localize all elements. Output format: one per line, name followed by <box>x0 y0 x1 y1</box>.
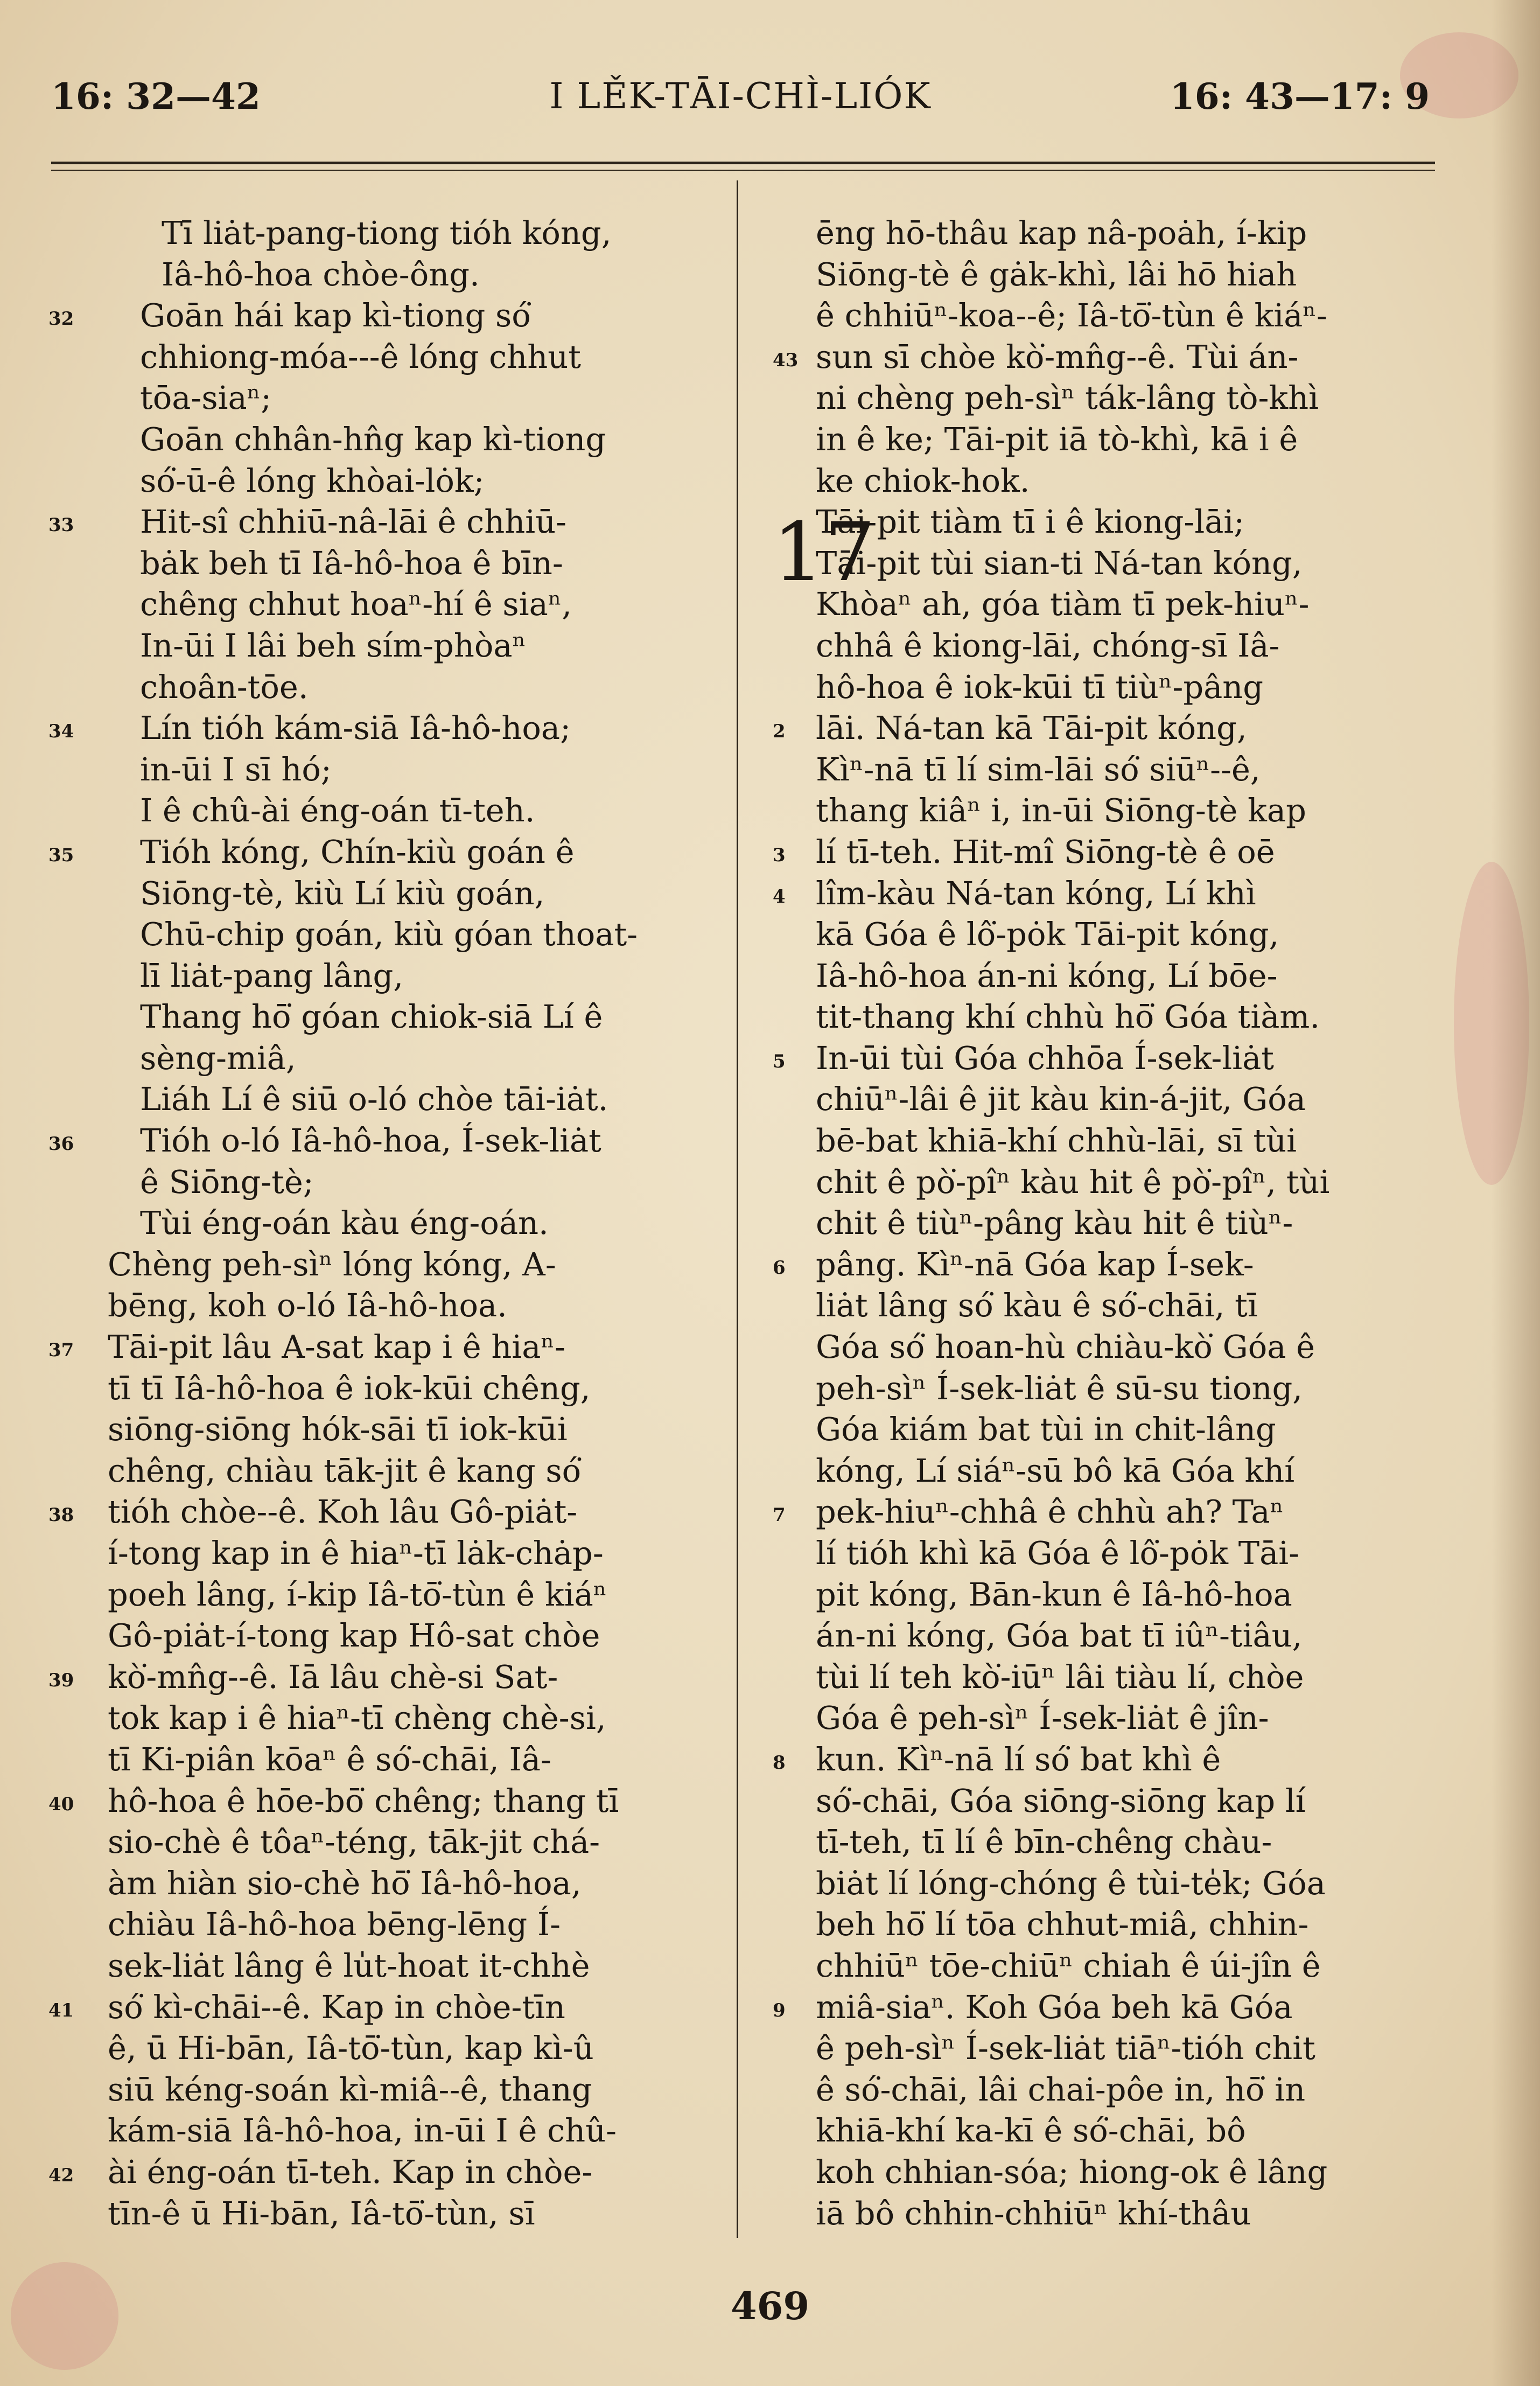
text-line <box>48 295 722 337</box>
text-line <box>816 1409 1424 1450</box>
text-line <box>773 1987 1424 2028</box>
text-line <box>48 1491 722 1533</box>
line-text: ēng hō-thâu kap nâ-poȧh, í-kip <box>816 214 1307 252</box>
text-line <box>773 832 1424 873</box>
line-text: Khòaⁿ ah, góa tiàm tī pek-hiuⁿ- <box>816 585 1310 623</box>
line-text: tī-teh, tī lí ê bīn-chêng chàu- <box>816 1823 1272 1861</box>
verse-number: 42 <box>48 2164 74 2186</box>
header-rule-thick <box>51 162 1435 164</box>
line-text: bēng, koh o-ló Iâ-hô-hoa. <box>108 1287 507 1324</box>
text-line <box>816 2028 1424 2069</box>
line-text: sèng-miâ, <box>140 1039 296 1077</box>
line-text: Goān chhân-hn̂g kap kì-tiong <box>140 420 606 458</box>
text-line <box>108 1203 722 1244</box>
line-text: kóng, Lí siáⁿ-sū bô kā Góa khí <box>816 1452 1295 1489</box>
text-line <box>816 1822 1424 1863</box>
text-line <box>816 2193 1424 2235</box>
line-text: Tùi éng-oán kàu éng-oán. <box>140 1204 549 1242</box>
line-text: só͘-chāi, Góa siōng-siōng kap lí <box>816 1782 1306 1819</box>
line-text: pâng. Kìⁿ-nā Góa kap Í-sek- <box>816 1245 1254 1283</box>
line-text: lîm-kàu Ná-tan kóng, Lí khì <box>816 874 1256 912</box>
line-text: bȧk beh tī Iâ-hô-hoa ê bīn- <box>140 544 563 582</box>
text-line <box>108 1904 722 1945</box>
text-line <box>816 914 1424 955</box>
line-text: chhiong-móa---ê lóng chhut <box>140 338 581 375</box>
line-text: hô-hoa ê iok-kūi tī tiùⁿ-pâng <box>816 668 1264 706</box>
text-line <box>108 1285 722 1327</box>
line-text: bē-bat khiā-khí chhù-lāi, sī tùi <box>816 1122 1297 1160</box>
text-line <box>816 1615 1424 1657</box>
text-line <box>48 1657 722 1698</box>
verse-number: 38 <box>48 1504 74 1526</box>
line-text: ê Siōng-tè; <box>140 1163 314 1201</box>
text-line <box>48 832 722 873</box>
text-line <box>108 1368 722 1410</box>
text-line <box>108 1450 722 1492</box>
text-line <box>108 1533 722 1574</box>
text-line <box>108 213 722 254</box>
text-line <box>108 461 722 502</box>
line-text: pit kóng, Bān-kun ê Iâ-hô-hoa <box>816 1575 1292 1613</box>
line-text: Chèng peh-sìⁿ lóng kóng, A- <box>108 1245 556 1283</box>
text-line <box>108 914 722 955</box>
line-text: Góa kiám bat tùi in chit-lâng <box>816 1411 1276 1448</box>
text-line <box>108 2069 722 2111</box>
line-text: ê, ū Hi-bān, Iâ-tō͘-tùn, kap kì-û <box>108 2029 594 2067</box>
text-line <box>816 254 1424 296</box>
line-text: Kìⁿ-nā tī lí sim-lāi só͘ siūⁿ--ê, <box>816 750 1261 788</box>
text-line <box>816 1368 1424 1410</box>
line-text: sun sī chòe kò͘-mn̂g--ê. Tùi án- <box>816 338 1299 375</box>
line-text: peh-sìⁿ Í-sek-liȧt ê sū-su tiong, <box>816 1369 1303 1407</box>
text-line <box>816 996 1424 1038</box>
line-text: tok kap i ê hiaⁿ-tī chèng chè-si, <box>108 1699 606 1737</box>
verse-number: 8 <box>773 1752 786 1774</box>
line-text: ê peh-sìⁿ Í-sek-liȧt tiāⁿ-tióh chit <box>816 2029 1315 2067</box>
text-line <box>108 996 722 1038</box>
line-text: Góa ê peh-sìⁿ Í-sek-liȧt ê jîn- <box>816 1699 1269 1737</box>
line-text: chêng chhut hoaⁿ-hí ê siaⁿ, <box>140 585 572 623</box>
text-line <box>773 708 1424 749</box>
text-line <box>816 1120 1424 1162</box>
line-text: chhâ ê kiong-lāi, chóng-sī Iâ- <box>816 626 1280 664</box>
text-line <box>816 625 1424 667</box>
text-line <box>816 2110 1424 2152</box>
text-line <box>773 1244 1424 1286</box>
verse-number: 41 <box>48 1999 74 2021</box>
verse-number: 4 <box>773 885 786 908</box>
line-text: in-ūi I sī hó; <box>140 750 332 788</box>
verse-number: 6 <box>773 1257 786 1279</box>
text-line <box>108 1945 722 1987</box>
line-text: kun. Kìⁿ-nā lí só͘ bat khì ê <box>816 1740 1221 1778</box>
line-text: iā bô chhin-chhiūⁿ khí-thâu <box>816 2194 1251 2232</box>
line-text: Góa só͘ hoan-hù chiàu-kò͘ Góa ê <box>816 1328 1315 1366</box>
text-line <box>816 1533 1424 1574</box>
line-text: liȧt lâng só͘ kàu ê só͘-chāi, tī <box>816 1287 1258 1324</box>
text-line <box>816 1327 1424 1368</box>
text-line <box>48 1327 722 1368</box>
line-text: miâ-siaⁿ. Koh Góa beh kā Góa <box>816 1988 1293 2026</box>
text-line <box>108 1863 722 1904</box>
line-text: tī Ki-piân kōaⁿ ê só͘-chāi, Iâ- <box>108 1740 551 1778</box>
text-line <box>108 254 722 296</box>
line-text: siōng-siōng hók-sāi tī iok-kūi <box>108 1411 568 1448</box>
verse-number: 5 <box>773 1050 786 1072</box>
line-text: kò͘-mn̂g--ê. Iā lâu chè-si Sat- <box>108 1658 558 1696</box>
text-line <box>48 1987 722 2028</box>
text-line <box>816 1079 1424 1120</box>
text-line <box>816 1863 1424 1904</box>
line-text: Lín tióh kám-siā Iâ-hô-hoa; <box>140 709 571 747</box>
text-line <box>816 378 1424 419</box>
line-text: beh hō͘ lí tōa chhut-miâ, chhin- <box>816 1906 1309 1943</box>
line-text: àm hiàn sio-chè hō͘ Iâ-hô-hoa, <box>108 1864 582 1902</box>
line-text: só͘-ū-ê lóng khòai-lȯk; <box>140 462 485 499</box>
line-text: In-ūi tùi Góa chhōa Í-sek-liȧt <box>816 1039 1274 1077</box>
line-text: tit-thang khí chhù hō͘ Góa tiàm. <box>816 998 1320 1036</box>
text-line <box>816 1698 1424 1739</box>
line-text: Liáh Lí ê siū o-ló chòe tāi-iȧt. <box>140 1080 608 1118</box>
text-line <box>816 1285 1424 1327</box>
verse-number: 39 <box>48 1669 74 1691</box>
verse-number: 32 <box>48 308 74 330</box>
verse-number: 7 <box>773 1504 786 1526</box>
text-line <box>816 1162 1424 1203</box>
text-line <box>773 337 1424 378</box>
text-line <box>108 1409 722 1450</box>
verse-number: 43 <box>773 349 799 371</box>
text-line <box>816 667 1424 708</box>
text-line <box>816 1203 1424 1244</box>
verse-number: 33 <box>48 514 74 536</box>
text-line <box>108 2110 722 2152</box>
text-line <box>108 2193 722 2235</box>
line-text: tīn-ê ū Hi-bān, Iâ-tō͘-tùn, sī <box>108 2194 535 2232</box>
text-line <box>108 584 722 625</box>
header-rule-thin <box>51 170 1435 171</box>
line-text: lí tióh khì kā Góa ê lô͘-pȯk Tāi- <box>816 1534 1300 1572</box>
text-line <box>108 749 722 791</box>
text-line <box>816 790 1424 832</box>
line-text: chit ê pò͘-pîⁿ kàu hit ê pò͘-pîⁿ, tùi <box>816 1163 1330 1201</box>
text-line <box>773 873 1424 915</box>
line-text: Hit-sî chhiū-nâ-lāi ê chhiū- <box>140 503 567 541</box>
line-text: Siōng-tè ê gȧk-khì, lâi hō hiah <box>816 255 1297 293</box>
text-line <box>108 1615 722 1657</box>
right-text-column <box>773 213 1424 2238</box>
text-line <box>816 1781 1424 1822</box>
text-line <box>108 1244 722 1286</box>
verse-number: 3 <box>773 844 786 866</box>
text-line <box>108 625 722 667</box>
line-text: kám-siā Iâ-hô-hoa, in-ūi I ê chû- <box>108 2112 617 2150</box>
line-text: Goān hái kap kì-tiong só͘ <box>140 297 531 334</box>
text-line <box>48 708 722 749</box>
line-text: Tāi-pit tùi sian-ti Ná-tan kóng, <box>816 544 1303 582</box>
text-line <box>816 295 1424 337</box>
line-text: Iâ-hô-hoa án-ni kóng, Lí bōe- <box>816 957 1278 994</box>
line-text: hô-hoa ê hōe-bō͘ chêng; thang tī <box>108 1782 619 1819</box>
line-text: chiūⁿ-lâi ê jit kàu kin-á-jit, Góa <box>816 1080 1306 1118</box>
text-line <box>816 2152 1424 2193</box>
text-line <box>108 337 722 378</box>
page-number: 469 <box>730 2284 810 2328</box>
line-text: Tāi-pit tiàm tī i ê kiong-lāi; <box>816 503 1245 541</box>
line-text: lāi. Ná-tan kā Tāi-pit kóng, <box>816 709 1247 747</box>
line-text: Gô-piȧt-í-tong kap Hô-sat chòe <box>108 1617 600 1655</box>
line-text: sio-chè ê tôaⁿ-téng, tāk-jit chá- <box>108 1823 600 1861</box>
line-text: Chū-chip goán, kiù góan thoat- <box>140 916 638 953</box>
column-divider <box>737 180 738 2238</box>
text-line <box>816 213 1424 254</box>
verse-number: 36 <box>48 1133 74 1155</box>
text-line <box>108 2028 722 2069</box>
verse-number: 2 <box>773 721 786 743</box>
line-text: Tī liȧt-pang-tiong tióh kóng, <box>162 214 612 252</box>
line-text: lī liȧt-pang lâng, <box>140 957 404 994</box>
line-text: tùi lí teh kò͘-iūⁿ lâi tiàu lí, chòe <box>816 1658 1304 1696</box>
text-line <box>773 1491 1424 1533</box>
line-text: chêng, chiàu tāk-jit ê kang só͘ <box>108 1452 582 1489</box>
text-line <box>816 543 1424 584</box>
line-text: án-ni kóng, Góa bat tī iûⁿ-tiâu, <box>816 1617 1303 1655</box>
text-line <box>48 501 722 543</box>
verse-number: 40 <box>48 1793 74 1815</box>
text-line <box>108 543 722 584</box>
verse-number: 37 <box>48 1339 74 1362</box>
line-text: kā Góa ê lô͘-pȯk Tāi-pit kóng, <box>816 916 1279 953</box>
text-line <box>816 1574 1424 1616</box>
line-text: Tióh kóng, Chín-kiù goán ê <box>140 833 575 870</box>
text-line <box>816 419 1424 461</box>
line-text: chit ê tiùⁿ-pâng kàu hit ê tiùⁿ- <box>816 1204 1293 1242</box>
left-text-column <box>48 213 722 2238</box>
text-line <box>816 584 1424 625</box>
line-text: biȧt lí lóng-chóng ê tùi-te̍k; Góa <box>816 1864 1326 1902</box>
verse-number: 35 <box>48 844 74 866</box>
line-text: tōa-siaⁿ; <box>140 379 272 417</box>
line-text: tióh chòe--ê. Koh lâu Gô-piȧt- <box>108 1493 578 1531</box>
verse-number: 34 <box>48 721 74 743</box>
chapter-number: 17 <box>773 506 876 600</box>
text-line <box>108 378 722 419</box>
line-text: ê chhiūⁿ-koa--ê; Iâ-tō͘-tùn ê kiáⁿ- <box>816 297 1327 334</box>
line-text: só͘ kì-chāi--ê. Kap in chòe-tīn <box>108 1988 565 2026</box>
line-text: khiā-khí ka-kī ê só͘-chāi, bô <box>816 2112 1246 2150</box>
line-text: Tióh o-ló Iâ-hô-hoa, Í-sek-liȧt <box>140 1122 601 1160</box>
line-text: ni chèng peh-sìⁿ ták-lâng tò-khì <box>816 379 1319 417</box>
header-verse-range-left: 16: 32—42 <box>51 75 261 117</box>
text-line <box>108 1698 722 1739</box>
text-line <box>108 955 722 997</box>
text-line <box>108 419 722 461</box>
line-text: sek-liȧt lâng ê lu̍t-hoat it-chhè <box>108 1947 590 1984</box>
line-text: Tāi-pit lâu A-sat kap i ê hiaⁿ- <box>108 1328 565 1366</box>
text-line <box>108 1038 722 1079</box>
text-line <box>816 1450 1424 1492</box>
text-line <box>816 1904 1424 1945</box>
text-line <box>816 749 1424 791</box>
line-text: thang kiâⁿ i, in-ūi Siōng-tè kap <box>816 792 1306 829</box>
line-text: chiàu Iâ-hô-hoa bēng-lēng Í- <box>108 1906 561 1943</box>
line-text: ài éng-oán tī-teh. Kap in chòe- <box>108 2153 593 2190</box>
line-text: Siōng-tè, kiù Lí kiù goán, <box>140 874 545 912</box>
header-verse-range-right: 16: 43—17: 9 <box>1170 75 1430 117</box>
text-line <box>108 1822 722 1863</box>
line-text: tī tī Iâ-hô-hoa ê iok-kūi chêng, <box>108 1369 591 1407</box>
line-text: siū kéng-soán kì-miâ--ê, thang <box>108 2070 592 2108</box>
text-line <box>816 1657 1424 1698</box>
line-text: ke chiok-hok. <box>816 462 1030 499</box>
line-text: í-tong kap in ê hiaⁿ-tī lȧk-chȧp- <box>108 1534 604 1572</box>
text-line <box>108 790 722 832</box>
line-text: koh chhian-sóa; hiong-ok ê lâng <box>816 2153 1328 2190</box>
line-text: ê só͘-chāi, lâi chai-pôe in, hō͘ in <box>816 2070 1306 2108</box>
text-line <box>773 1739 1424 1781</box>
text-line <box>108 667 722 708</box>
running-header <box>51 75 1430 135</box>
line-text: pek-hiuⁿ-chhâ ê chhù ah? Taⁿ <box>816 1493 1284 1531</box>
line-text: lí tī-teh. Hit-mî Siōng-tè ê oē <box>816 833 1275 870</box>
book-title: I LĚK-TĀI-CHÌ-LIÓK <box>549 75 932 117</box>
text-line <box>48 1120 722 1162</box>
verse-number: 9 <box>773 1999 786 2021</box>
line-text: choân-tōe. <box>140 668 309 706</box>
line-text: In-ūi I lâi beh sím-phòaⁿ <box>140 626 527 664</box>
text-line <box>816 2069 1424 2111</box>
line-text: chhiūⁿ tōe-chiūⁿ chiah ê úi-jîn ê <box>816 1947 1321 1984</box>
text-line <box>108 1739 722 1781</box>
text-line <box>108 1162 722 1203</box>
page-edge-shadow <box>1492 0 1540 2386</box>
line-text: poeh lâng, í-kip Iâ-tō͘-tùn ê kiáⁿ <box>108 1575 607 1613</box>
line-text: in ê ke; Tāi-pit iā tò-khì, kā i ê <box>816 420 1298 458</box>
text-line <box>48 1781 722 1822</box>
text-line <box>48 2152 722 2193</box>
text-line <box>816 955 1424 997</box>
line-text: Iâ-hô-hoa chòe-ông. <box>162 255 480 293</box>
text-line <box>816 461 1424 502</box>
text-line <box>773 1038 1424 1079</box>
text-line <box>108 1574 722 1616</box>
line-text: I ê chû-ài éng-oán tī-teh. <box>140 792 535 829</box>
text-line <box>108 1079 722 1120</box>
text-line <box>816 1945 1424 1987</box>
line-text: Thang hō͘ góan chiok-siā Lí ê <box>140 998 603 1036</box>
text-line <box>108 873 722 915</box>
